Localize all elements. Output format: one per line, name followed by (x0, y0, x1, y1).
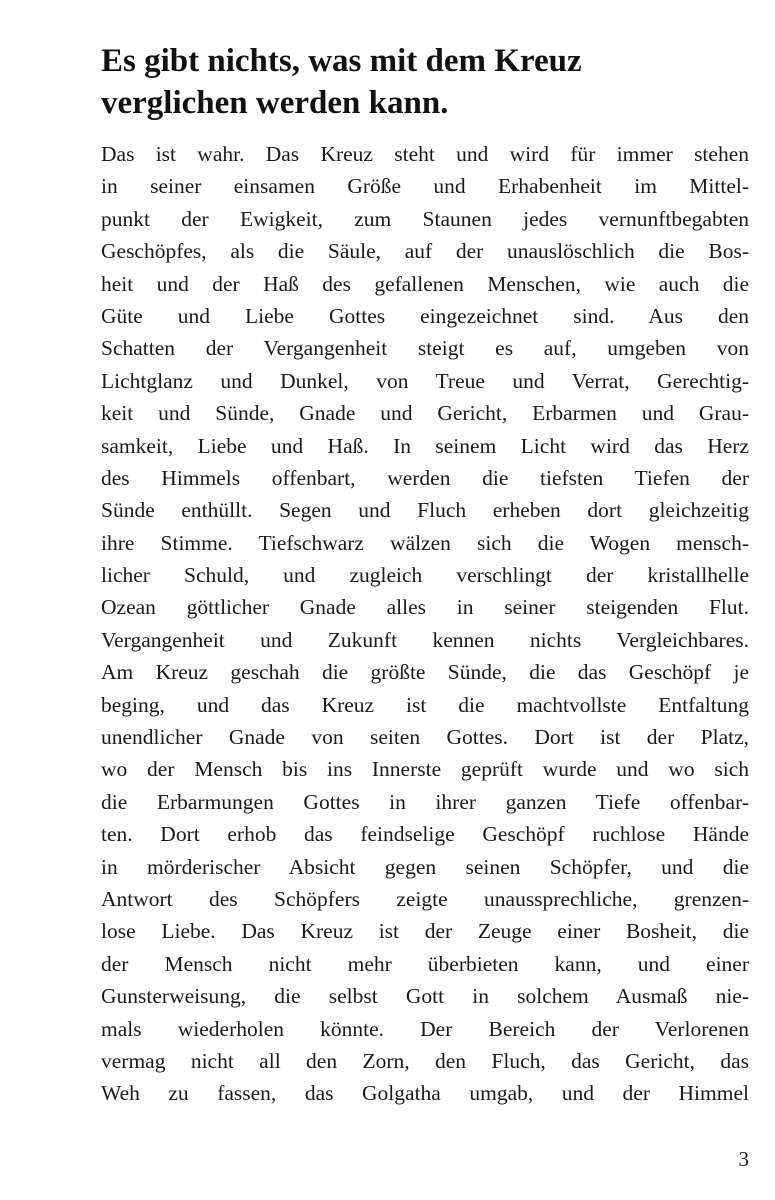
text-line: ten. Dort erhob das feindselige Geschöpf ruchlose Hände (101, 822, 749, 847)
chapter-heading (101, 40, 721, 124)
text-line: wo der Mensch bis ins Innerste geprüft wurde und wo sich (101, 757, 749, 782)
text-line: keit und Sünde, Gnade und Gericht, Erbarmen und Grau- (101, 401, 749, 426)
heading-line-2: verglichen werden kann. (101, 85, 449, 121)
text-line: unendlicher Gnade von seiten Gottes. Dort ist der Platz, (101, 725, 749, 750)
body-paragraph (101, 138, 749, 1110)
text-line: Schatten der Vergangenheit steigt es auf, umgeben von (101, 336, 749, 361)
text-line: in seiner einsamen Größe und Erhabenheit im Mittel- (101, 174, 749, 199)
text-line: licher Schuld, und zugleich verschlingt der kristallhelle (101, 563, 749, 588)
text-line: die Erbarmungen Gottes in ihrer ganzen Tiefe offenbar- (101, 789, 749, 814)
text-line: samkeit, Liebe und Haß. In seinem Licht wird das Herz (101, 433, 749, 458)
text-line: Lichtglanz und Dunkel, von Treue und Verrat, Gerechtig- (101, 368, 749, 393)
text-line: Vergangenheit und Zukunft kennen nichts Vergleichbares. (101, 627, 749, 652)
text-line: Am Kreuz geschah die größte Sünde, die das Geschöpf je (101, 660, 749, 685)
text-line: vermag nicht all den Zorn, den Fluch, das Gericht, das (101, 1048, 749, 1073)
page-number: 3 (738, 1147, 749, 1171)
text-line: ihre Stimme. Tiefschwarz wälzen sich die Wogen mensch- (101, 530, 749, 555)
text-line: des Himmels offenbart, werden die tiefsten Tiefen der (101, 465, 749, 490)
text-line: beging, und das Kreuz ist die machtvollste Entfaltung (101, 692, 749, 717)
text-line: in mörderischer Absicht gegen seinen Schöpfer, und die (101, 854, 749, 879)
text-line: der Mensch nicht mehr überbieten kann, und einer (101, 951, 749, 976)
text-line: Güte und Liebe Gottes eingezeichnet sind. Aus den (101, 303, 749, 328)
text-line: Antwort des Schöpfers zeigte unaussprechliche, grenzen- (101, 886, 749, 911)
text-line: Weh zu fassen, das Golgatha umgab, und der Himmel (101, 1081, 749, 1106)
text-line: Geschöpfes, als die Säule, auf der unauslöschlich die Bos- (101, 239, 749, 264)
text-line: Gunsterweisung, die selbst Gott in solchem Ausmaß nie- (101, 984, 749, 1009)
text-line: Das ist wahr. Das Kreuz steht und wird für immer stehen (101, 142, 749, 166)
text-line: heit und der Haß des gefallenen Menschen, wie auch die (101, 271, 749, 296)
text-line: Ozean göttlicher Gnade alles in seiner steigenden Flut. (101, 595, 749, 620)
text-line: Sünde enthüllt. Segen und Fluch erheben dort gleichzeitig (101, 498, 749, 523)
text-line: punkt der Ewigkeit, zum Staunen jedes vernunftbegabten (101, 206, 749, 231)
heading-line-1: Es gibt nichts, was mit dem Kreuz (101, 43, 582, 79)
text-line: lose Liebe. Das Kreuz ist der Zeuge einer Bosheit, die (101, 919, 749, 944)
text-line: mals wiederholen könnte. Der Bereich der Verlorenen (101, 1016, 749, 1041)
